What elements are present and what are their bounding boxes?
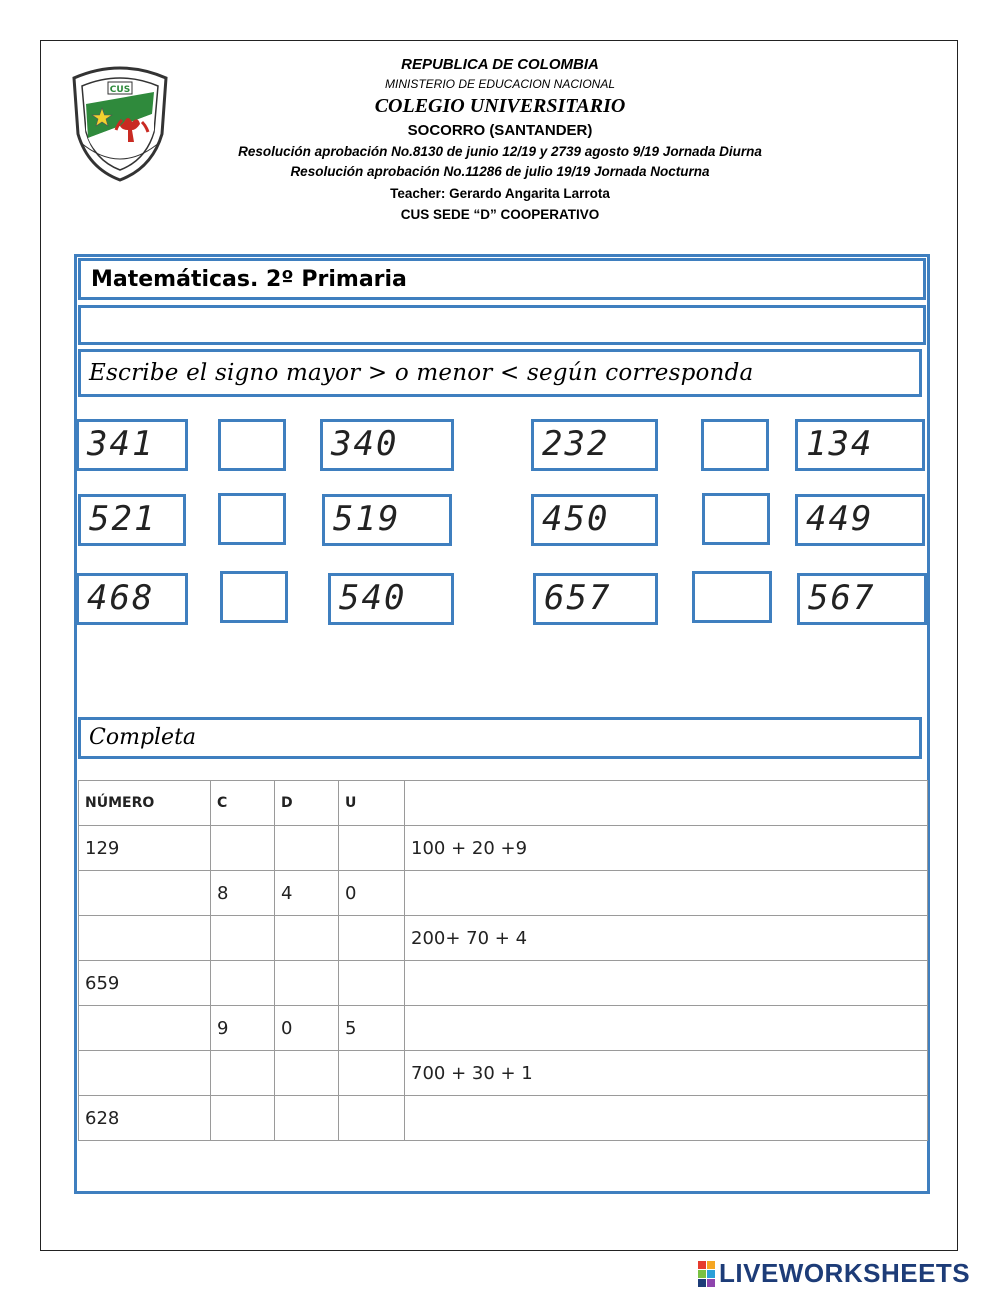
- compare-number: 341: [76, 419, 188, 471]
- answer-cell-d[interactable]: [275, 1096, 339, 1141]
- header-resolution-1: Resolución aprobación No.8130 de junio 12/19 y 2739 agosto 9/19 Jornada Diurna: [238, 144, 762, 159]
- answer-cell-expanded[interactable]: [405, 1096, 928, 1141]
- svg-text:CUS: CUS: [109, 85, 131, 95]
- cell-u: 0: [339, 871, 405, 916]
- compare-number: 232: [531, 419, 658, 471]
- cell-expanded: 700 + 30 + 1: [405, 1051, 928, 1096]
- liveworksheets-brand: LIVEWORKSHEETS: [719, 1258, 971, 1288]
- place-value-table: [78, 780, 928, 1141]
- compare-number: 449: [795, 494, 925, 546]
- header-school-name: COLEGIO UNIVERSITARIO: [374, 95, 626, 117]
- logo-square: [698, 1270, 706, 1278]
- logo-square: [698, 1261, 706, 1269]
- liveworksheets-icon: [698, 1261, 715, 1287]
- compare-number: 657: [533, 573, 658, 625]
- header-ministry: MINISTERIO DE EDUCACION NACIONAL: [384, 77, 616, 91]
- complete-heading: Completa: [78, 717, 922, 759]
- answer-cell-expanded[interactable]: [405, 1006, 928, 1051]
- cell-number: 628: [79, 1096, 211, 1141]
- answer-cell-number[interactable]: [79, 871, 211, 916]
- cell-c: 8: [211, 871, 275, 916]
- table-row: [79, 826, 928, 871]
- cell-d: 4: [275, 871, 339, 916]
- answer-cell-expanded[interactable]: [405, 871, 928, 916]
- sign-answer-box[interactable]: [702, 493, 770, 545]
- answer-cell-c[interactable]: [211, 1096, 275, 1141]
- answer-cell-number[interactable]: [79, 916, 211, 961]
- answer-cell-c[interactable]: [211, 1051, 275, 1096]
- compare-number: 567: [797, 573, 927, 625]
- table-row: [79, 916, 928, 961]
- table-row: [79, 1096, 928, 1141]
- header-country: REPUBLICA DE COLOMBIA: [401, 56, 599, 73]
- logo-square: [698, 1279, 706, 1287]
- table-row: [79, 871, 928, 916]
- cell-expanded: 100 + 20 +9: [405, 826, 928, 871]
- compare-number: 450: [531, 494, 658, 546]
- logo-square: [707, 1270, 715, 1278]
- cell-u: 5: [339, 1006, 405, 1051]
- answer-cell-u[interactable]: [339, 1096, 405, 1141]
- header-teacher: Teacher: Gerardo Angarita Larrota: [390, 186, 610, 201]
- header-cell-c: C: [211, 781, 275, 826]
- answer-cell-c[interactable]: [211, 916, 275, 961]
- header-city: SOCORRO (SANTANDER): [407, 122, 593, 139]
- compare-number: 521: [78, 494, 186, 546]
- sign-answer-box[interactable]: [218, 419, 286, 471]
- cell-d: 0: [275, 1006, 339, 1051]
- answer-cell-d[interactable]: [275, 916, 339, 961]
- answer-cell-u[interactable]: [339, 1051, 405, 1096]
- school-crest-icon: [66, 64, 174, 182]
- answer-cell-c[interactable]: [211, 826, 275, 871]
- compare-number: 340: [320, 419, 454, 471]
- answer-cell-d[interactable]: [275, 961, 339, 1006]
- logo-square: [707, 1279, 715, 1287]
- sign-answer-box[interactable]: [220, 571, 288, 623]
- cell-c: 9: [211, 1006, 275, 1051]
- compare-number: 468: [76, 573, 188, 625]
- sign-answer-box[interactable]: [218, 493, 286, 545]
- logo-square: [707, 1261, 715, 1269]
- answer-cell-expanded[interactable]: [405, 961, 928, 1006]
- answer-cell-number[interactable]: [79, 1051, 211, 1096]
- table-row: [79, 961, 928, 1006]
- instruction-text: Escribe el signo mayor > o menor < según corresponda: [78, 349, 922, 397]
- header-cell-expanded: [405, 781, 928, 826]
- table-header-row: [79, 781, 928, 826]
- header-cell-number: NÚMERO: [79, 781, 211, 826]
- header-sede: CUS SEDE “D” COOPERATIVO: [400, 207, 600, 222]
- cell-number: 129: [79, 826, 211, 871]
- compare-number: 134: [795, 419, 925, 471]
- answer-cell-c[interactable]: [211, 961, 275, 1006]
- sign-answer-box[interactable]: [701, 419, 769, 471]
- compare-number: 519: [322, 494, 452, 546]
- answer-cell-d[interactable]: [275, 826, 339, 871]
- answer-cell-u[interactable]: [339, 961, 405, 1006]
- compare-number: 540: [328, 573, 454, 625]
- header-cell-d: D: [275, 781, 339, 826]
- answer-cell-d[interactable]: [275, 1051, 339, 1096]
- cell-number: 659: [79, 961, 211, 1006]
- answer-cell-number[interactable]: [79, 1006, 211, 1051]
- answer-cell-u[interactable]: [339, 916, 405, 961]
- table-row: [79, 1051, 928, 1096]
- cell-expanded: 200+ 70 + 4: [405, 916, 928, 961]
- table-row: [79, 1006, 928, 1051]
- sign-answer-box[interactable]: [692, 571, 772, 623]
- answer-cell-u[interactable]: [339, 826, 405, 871]
- worksheet-title: Matemáticas. 2º Primaria: [78, 258, 926, 300]
- header-resolution-2: Resolución aprobación No.11286 de julio 19/19 Jornada Nocturna: [290, 164, 710, 179]
- header-cell-u: U: [339, 781, 405, 826]
- liveworksheets-logo[interactable]: [698, 1258, 970, 1289]
- name-answer-field[interactable]: [78, 305, 926, 345]
